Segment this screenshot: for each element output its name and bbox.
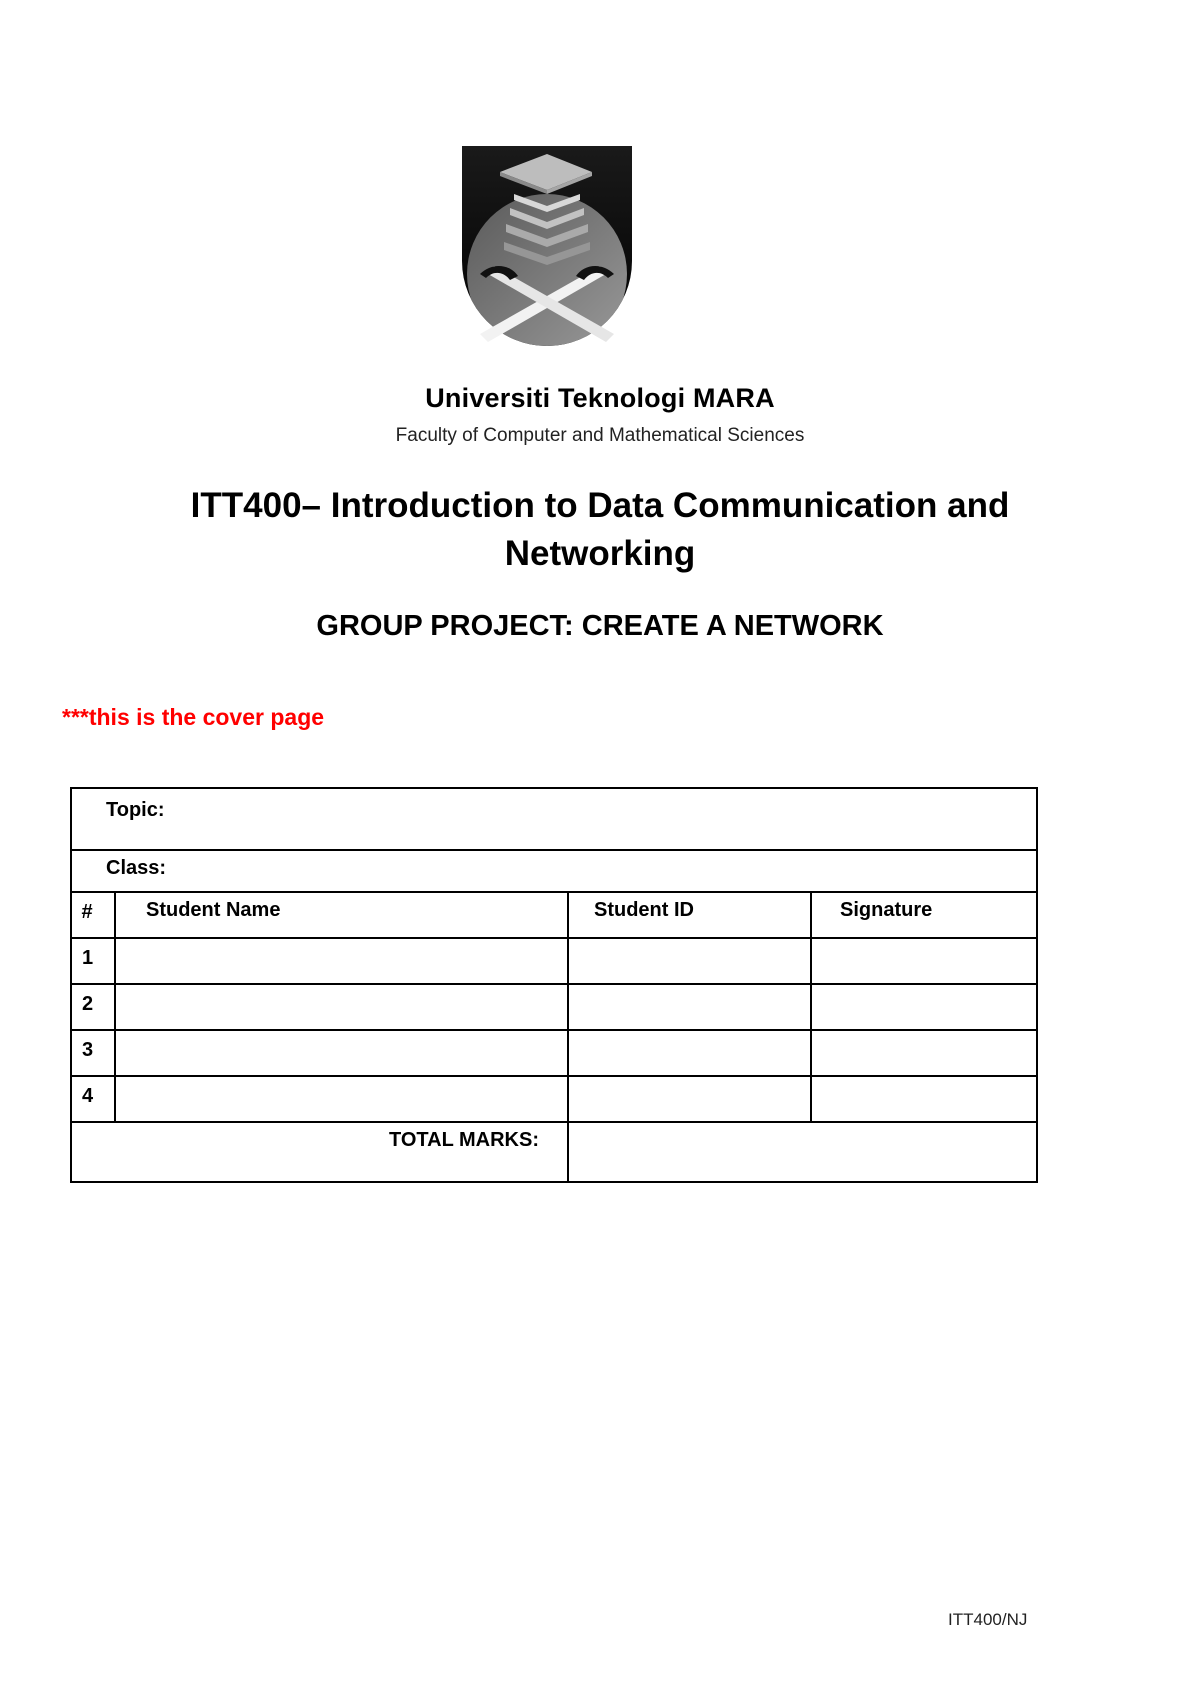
- signature-cell[interactable]: [811, 984, 1037, 1030]
- student-name-cell[interactable]: [115, 984, 568, 1030]
- class-label: Class:: [106, 857, 167, 879]
- table-row: [71, 984, 1037, 1030]
- student-id-cell[interactable]: [568, 938, 811, 984]
- faculty-name: Faculty of Computer and Mathematical Sciences: [395, 425, 805, 446]
- topic-label: Topic:: [106, 799, 165, 821]
- cover-page-note: ***this is the cover page: [62, 704, 325, 730]
- course-title-line1: ITT400– Introduction to Data Communication and: [190, 486, 1010, 525]
- signature-cell[interactable]: [811, 1076, 1037, 1122]
- student-info-table: [70, 787, 1038, 1183]
- class-row: [71, 850, 1037, 892]
- topic-row: [71, 788, 1037, 850]
- signature-cell[interactable]: [811, 938, 1037, 984]
- column-header: Student Name: [115, 892, 568, 938]
- student-name-cell[interactable]: [115, 1030, 568, 1076]
- university-name: Universiti Teknologi MARA: [425, 383, 775, 413]
- row-number: 4: [71, 1076, 115, 1122]
- course-title-line2: Networking: [504, 534, 696, 573]
- class-field[interactable]: [71, 850, 1037, 892]
- row-number: 1: [71, 938, 115, 984]
- table-row: [71, 1076, 1037, 1122]
- topic-field[interactable]: [71, 788, 1037, 850]
- course-title: [0, 482, 1200, 578]
- total-marks-cell[interactable]: [568, 1122, 1037, 1182]
- student-name-cell[interactable]: [115, 1076, 568, 1122]
- row-number: 3: [71, 1030, 115, 1076]
- table-row: [71, 1030, 1037, 1076]
- column-header: Student ID: [568, 892, 811, 938]
- student-id-cell[interactable]: [568, 1076, 811, 1122]
- university-crest-icon: [462, 146, 632, 354]
- student-id-cell[interactable]: [568, 984, 811, 1030]
- signature-cell[interactable]: [811, 1030, 1037, 1076]
- row-number: 2: [71, 984, 115, 1030]
- column-header: Signature: [811, 892, 1037, 938]
- column-header: #: [71, 892, 115, 938]
- table-row: [71, 938, 1037, 984]
- total-marks-label: TOTAL MARKS:: [71, 1122, 568, 1182]
- total-marks-row: [71, 1122, 1037, 1182]
- project-title: GROUP PROJECT: CREATE A NETWORK: [316, 610, 884, 642]
- student-name-cell[interactable]: [115, 938, 568, 984]
- footer-code: ITT400/NJ: [948, 1610, 1028, 1629]
- student-id-cell[interactable]: [568, 1030, 811, 1076]
- table-header-row: [71, 892, 1037, 938]
